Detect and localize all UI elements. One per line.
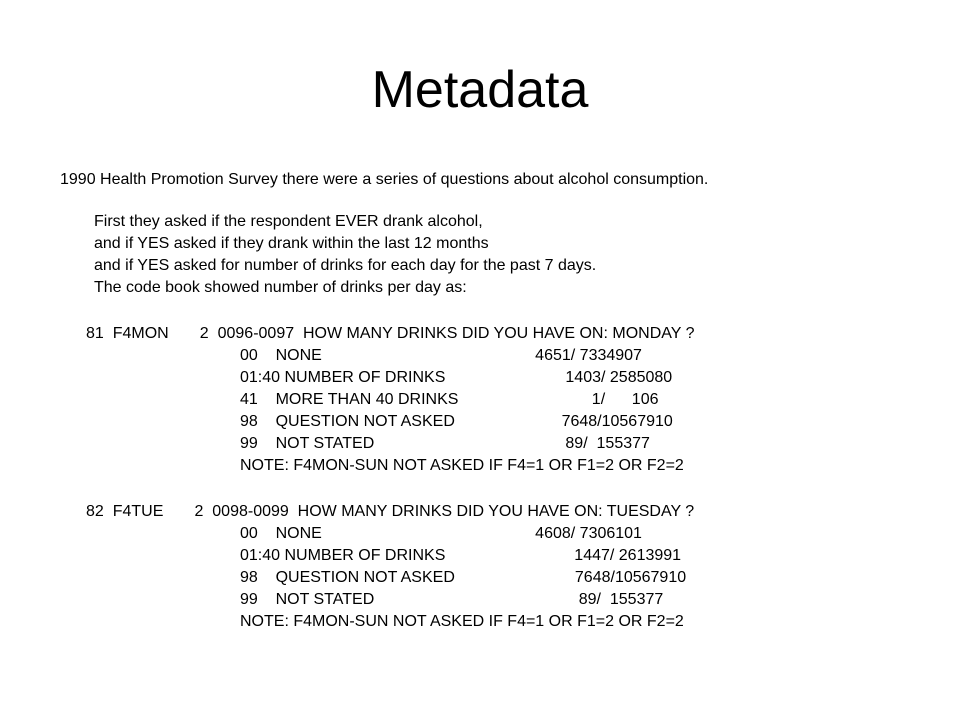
codebook-row: 01:40 NUMBER OF DRINKS 1447/ 2613991 xyxy=(240,547,682,564)
step-line: The code book showed number of drinks per day as: xyxy=(94,279,467,296)
codebook-row: 01:40 NUMBER OF DRINKS 1403/ 2585080 xyxy=(240,369,673,386)
codebook-header-monday: 81 F4MON 2 0096-0097 HOW MANY DRINKS DID YOU HAVE ON: MONDAY ? xyxy=(86,325,695,342)
slide-title: Metadata xyxy=(371,61,589,119)
codebook-row: 99 NOT STATED 89/ 155377 xyxy=(240,591,664,608)
codebook-row: 98 QUESTION NOT ASKED 7648/10567910 xyxy=(240,413,673,430)
codebook-header-tuesday: 82 F4TUE 2 0098-0099 HOW MANY DRINKS DID YOU HAVE ON: TUESDAY ? xyxy=(86,503,695,520)
codebook-row: 00 NONE 4608/ 7306101 xyxy=(240,525,642,542)
step-line: First they asked if the respondent EVER drank alcohol, xyxy=(94,213,483,230)
intro-text: 1990 Health Promotion Survey there were a series of questions about alcohol consumption. xyxy=(60,171,709,188)
codebook-note: NOTE: F4MON-SUN NOT ASKED IF F4=1 OR F1=2 OR F2=2 xyxy=(240,613,684,630)
codebook-row: 00 NONE 4651/ 7334907 xyxy=(240,347,642,364)
codebook-note: NOTE: F4MON-SUN NOT ASKED IF F4=1 OR F1=2 OR F2=2 xyxy=(240,457,684,474)
codebook-row: 99 NOT STATED 89/ 155377 xyxy=(240,435,650,452)
codebook-row: 98 QUESTION NOT ASKED 7648/10567910 xyxy=(240,569,687,586)
step-line: and if YES asked for number of drinks for each day for the past 7 days. xyxy=(94,257,597,274)
codebook-row: 41 MORE THAN 40 DRINKS 1/ 106 xyxy=(240,391,659,408)
step-line: and if YES asked if they drank within the last 12 months xyxy=(94,235,489,252)
